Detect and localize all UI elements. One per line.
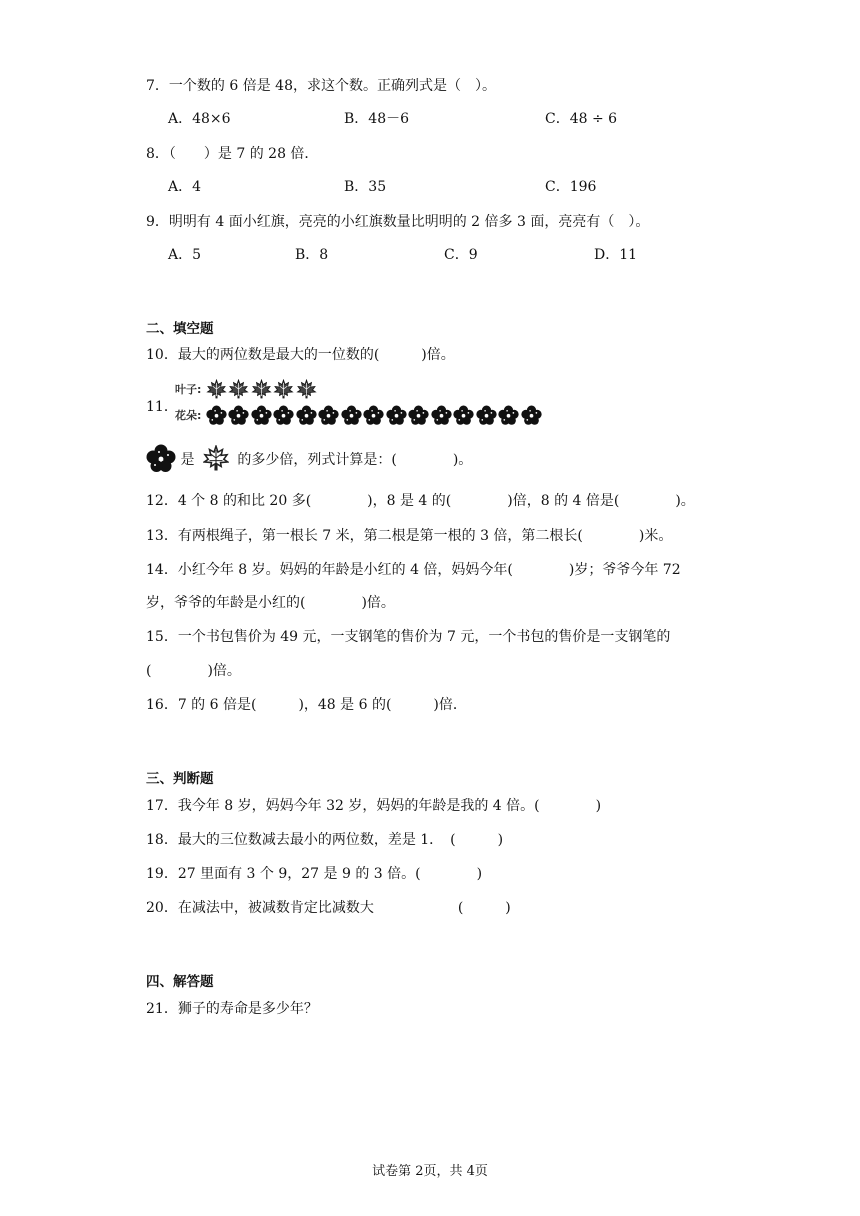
q18: 18．最大的三位数减去最小的两位数，差是 1． ( ) [146,832,504,848]
maple-leaf-icon [251,381,274,397]
maple-leaf-icon [228,381,251,397]
flower-icon [476,407,499,423]
q8-option-a: A．4 [168,179,202,195]
section-heading-fill-in: 二、填空题 [146,321,214,337]
q9-option-b: B．8 [295,247,329,263]
q14-line1: 14．小红今年 8 岁。妈妈的年龄是小红的 4 倍，妈妈今年( )岁；爷爷今年 72 [146,562,681,578]
q15-line1: 15．一个书包售价为 49 元，一支钢笔的售价为 7 元，一个书包的售价是一支钢笔的 [146,629,671,645]
q21: 21．狮子的寿命是多少年？ [146,1001,318,1017]
flower-icon [206,407,229,423]
q20: 20．在减法中，被减数肯定比减数大 ( ) [146,900,511,916]
q11-question-line [146,444,472,476]
q13: 13．有两根绳子，第一根长 7 米，第二根是第一根的 3 倍，第二根长( )米。 [146,528,673,544]
flower-icon [521,407,544,423]
maple-leaf-icon [273,381,296,397]
section-heading-answer: 四、解答题 [146,974,214,990]
q16: 16．7 的 6 倍是( )，48 是 6 的( )倍． [146,697,467,713]
flower-icon [498,407,521,423]
flower-icon [228,407,251,423]
q15-line2: ( )倍。 [146,663,241,679]
q7-option-b: B．48－6 [344,111,410,127]
q19: 19．27 里面有 3 个 9，27 是 9 的 3 倍。( ) [146,866,483,882]
flower-icon [273,407,296,423]
q10: 10．最大的两位数是最大的一位数的( )倍。 [146,347,455,363]
q7-option-a: A．48×6 [168,111,231,127]
flower-label: 花朵: [175,409,202,422]
q8-option-c: C．196 [545,179,597,195]
flower-icon [386,407,409,423]
q8-stem: 8．（ ）是 7 的 28 倍． [146,146,319,162]
q17: 17．我今年 8 岁，妈妈今年 32 岁，妈妈的年龄是我的 4 倍。( ) [146,798,602,814]
maple-leaf-icon [203,459,233,475]
flower-icon [453,407,476,423]
q9-option-c: C．9 [444,247,478,263]
page-footer: 试卷第 2页，共 4页 [372,1164,488,1179]
q14-line2: 岁，爷爷的年龄是小红的( )倍。 [146,595,395,611]
section-heading-true-false: 三、判断题 [146,771,214,787]
q9-stem: 9．明明有 4 面小红旗，亮亮的小红旗数量比明明的 2 倍多 3 面，亮亮有（ ）。 [146,214,650,230]
q11-tail: 的多少倍，列式计算是：( )。 [237,452,473,468]
leaf-icons [206,381,319,397]
leaf-label: 叶子: [175,383,202,396]
q11-leaf-row [175,379,318,399]
flower-icon [431,407,454,423]
q9-option-a: A．5 [168,247,202,263]
flower-icon [146,460,180,476]
q9-option-d: D．11 [594,247,638,263]
q12: 12．4 个 8 的和比 20 多( )，8 是 4 的( )倍，8 的 4 倍是( )。 [146,493,695,509]
flower-icon [318,407,341,423]
maple-leaf-icon [296,381,319,397]
flower-icon [296,407,319,423]
flower-icon [341,407,364,423]
flower-icon [408,407,431,423]
flower-icon [363,407,386,423]
q7-option-c: C．48 ÷ 6 [545,111,618,127]
flower-icon [251,407,274,423]
flower-icons [206,407,544,423]
q8-option-b: B．35 [344,179,387,195]
q11-flower-row [175,405,543,425]
q11-number: 11． [146,399,178,415]
q11-is-text: 是 [180,452,195,468]
maple-leaf-icon [206,381,229,397]
q7-stem: 7．一个数的 6 倍是 48，求这个数。正确列式是（ ）。 [146,78,496,94]
